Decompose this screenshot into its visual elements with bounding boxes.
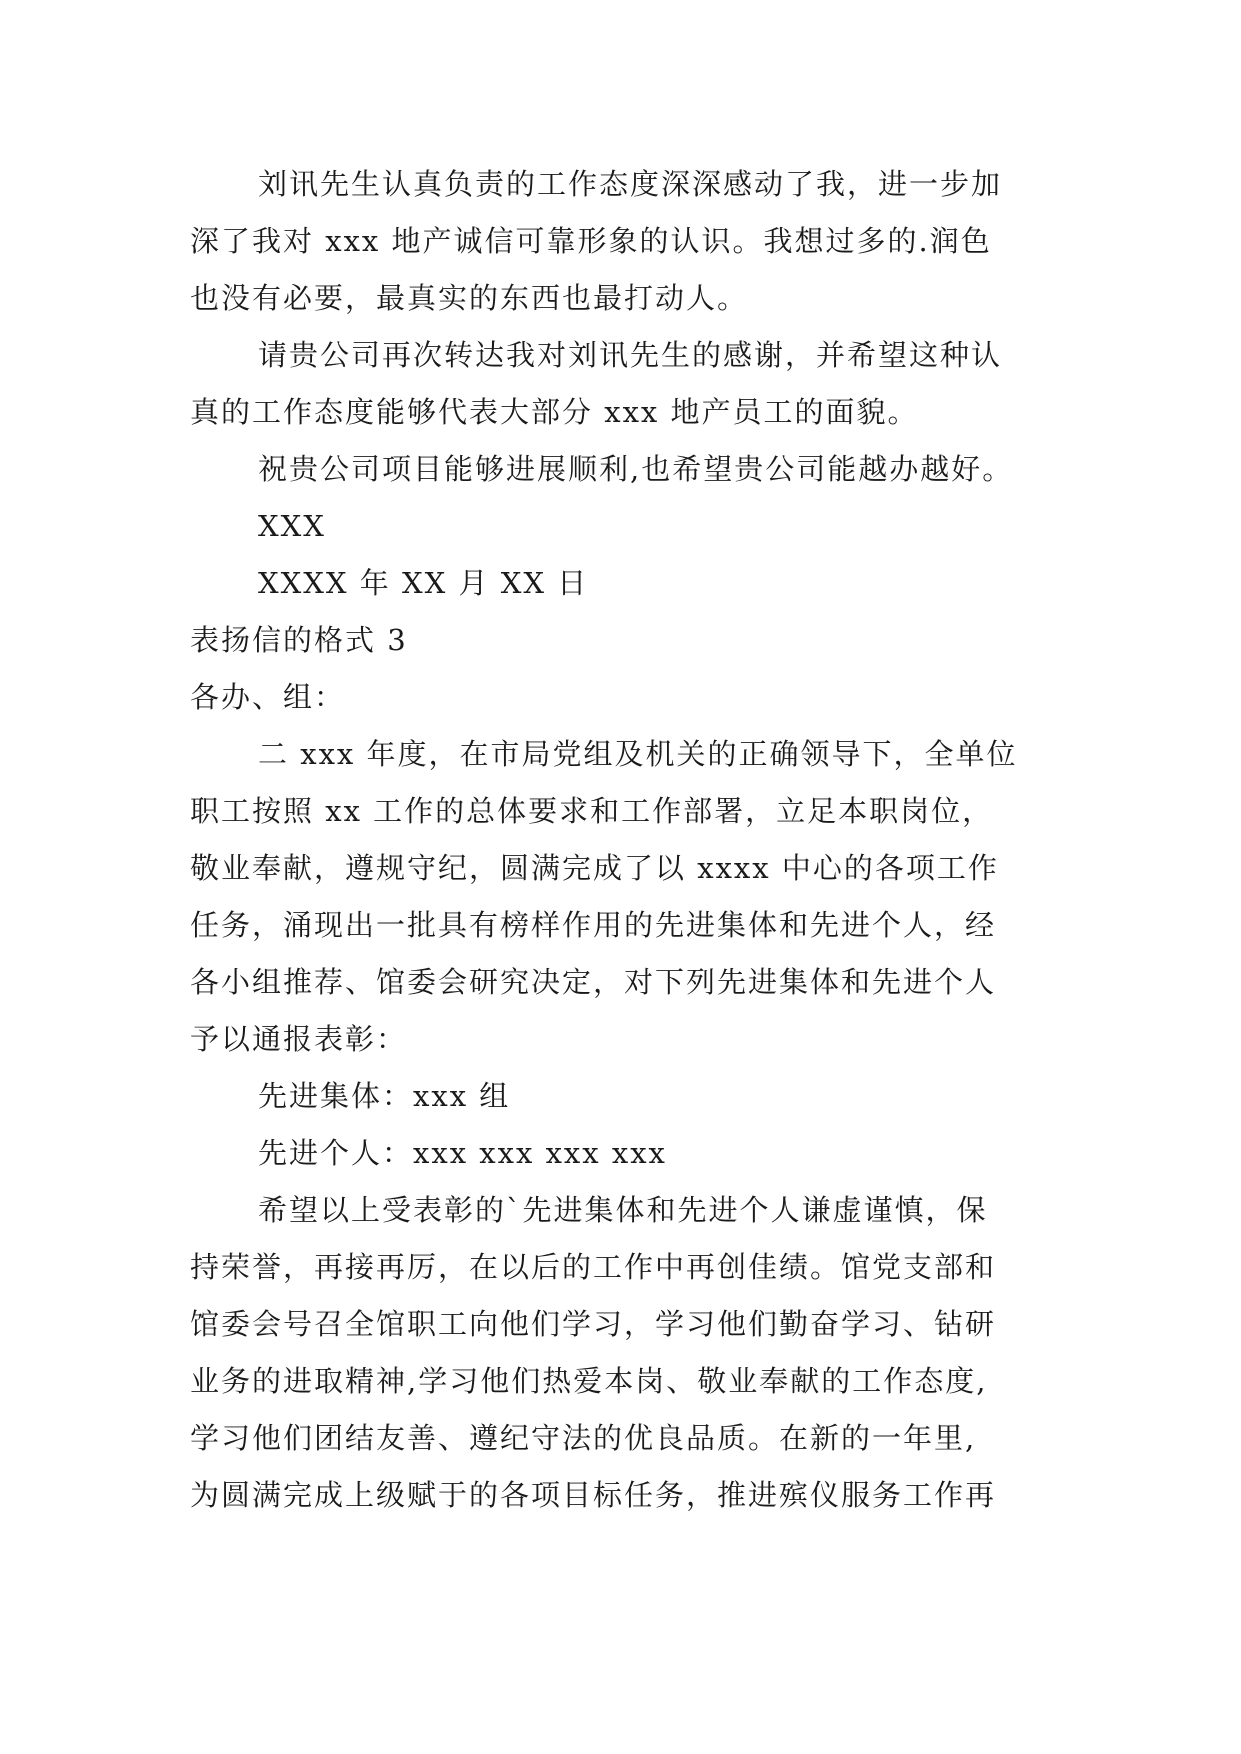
text-line: 希望以上受表彰的`先进集体和先进个人谦虚谨慎，保 — [258, 1193, 988, 1227]
text-line: 持荣誉，再接再厉，在以后的工作中再创佳绩。馆党支部和 — [190, 1250, 997, 1284]
signature-date: XXXX 年 XX 月 XX 日 — [258, 566, 589, 600]
text-line: 先进集体：xxx 组 — [258, 1079, 511, 1113]
text-line: 深了我对 xxx 地产诚信可靠形象的认识。我想过多的.润色 — [190, 224, 992, 258]
text-line: 也没有必要，最真实的东西也最打动人。 — [190, 281, 749, 315]
section-heading: 表扬信的格式 3 — [190, 623, 408, 657]
text-line: 予以通报表彰： — [190, 1022, 408, 1056]
text-line: 业务的进取精神,学习他们热爱本岗、敬业奉献的工作态度, — [190, 1364, 988, 1398]
text-line: 先进个人：xxx xxx xxx xxx — [258, 1136, 667, 1170]
text-line: 馆委会号召全馆职工向他们学习，学习他们勤奋学习、钻研 — [190, 1307, 997, 1341]
text-line: 为圆满完成上级赋于的各项目标任务，推进殡仪服务工作再 — [190, 1478, 997, 1512]
text-line: 学习他们团结友善、遵纪守法的优良品质。在新的一年里, — [190, 1421, 977, 1455]
text-line: 职工按照 xx 工作的总体要求和工作部署，立足本职岗位， — [190, 794, 994, 828]
signature-name: XXX — [258, 509, 326, 543]
salutation: 各办、组： — [190, 680, 346, 714]
text-line: 任务，涌现出一批具有榜样作用的先进集体和先进个人，经 — [190, 908, 997, 942]
text-line: 祝贵公司项目能够进展顺利,也希望贵公司能越办越好。 — [258, 452, 1014, 486]
text-line: 真的工作态度能够代表大部分 xxx 地产员工的面貌。 — [190, 395, 919, 429]
text-line: 敬业奉献，遵规守纪，圆满完成了以 xxxx 中心的各项工作 — [190, 851, 999, 885]
text-line: 刘讯先生认真负责的工作态度深深感动了我，进一步加 — [258, 167, 1003, 201]
text-line: 请贵公司再次转达我对刘讯先生的感谢，并希望这种认 — [258, 338, 1003, 372]
text-line: 二 xxx 年度，在市局党组及机关的正确领导下，全单位 — [258, 737, 1018, 771]
text-line: 各小组推荐、馆委会研究决定，对下列先进集体和先进个人 — [190, 965, 997, 999]
